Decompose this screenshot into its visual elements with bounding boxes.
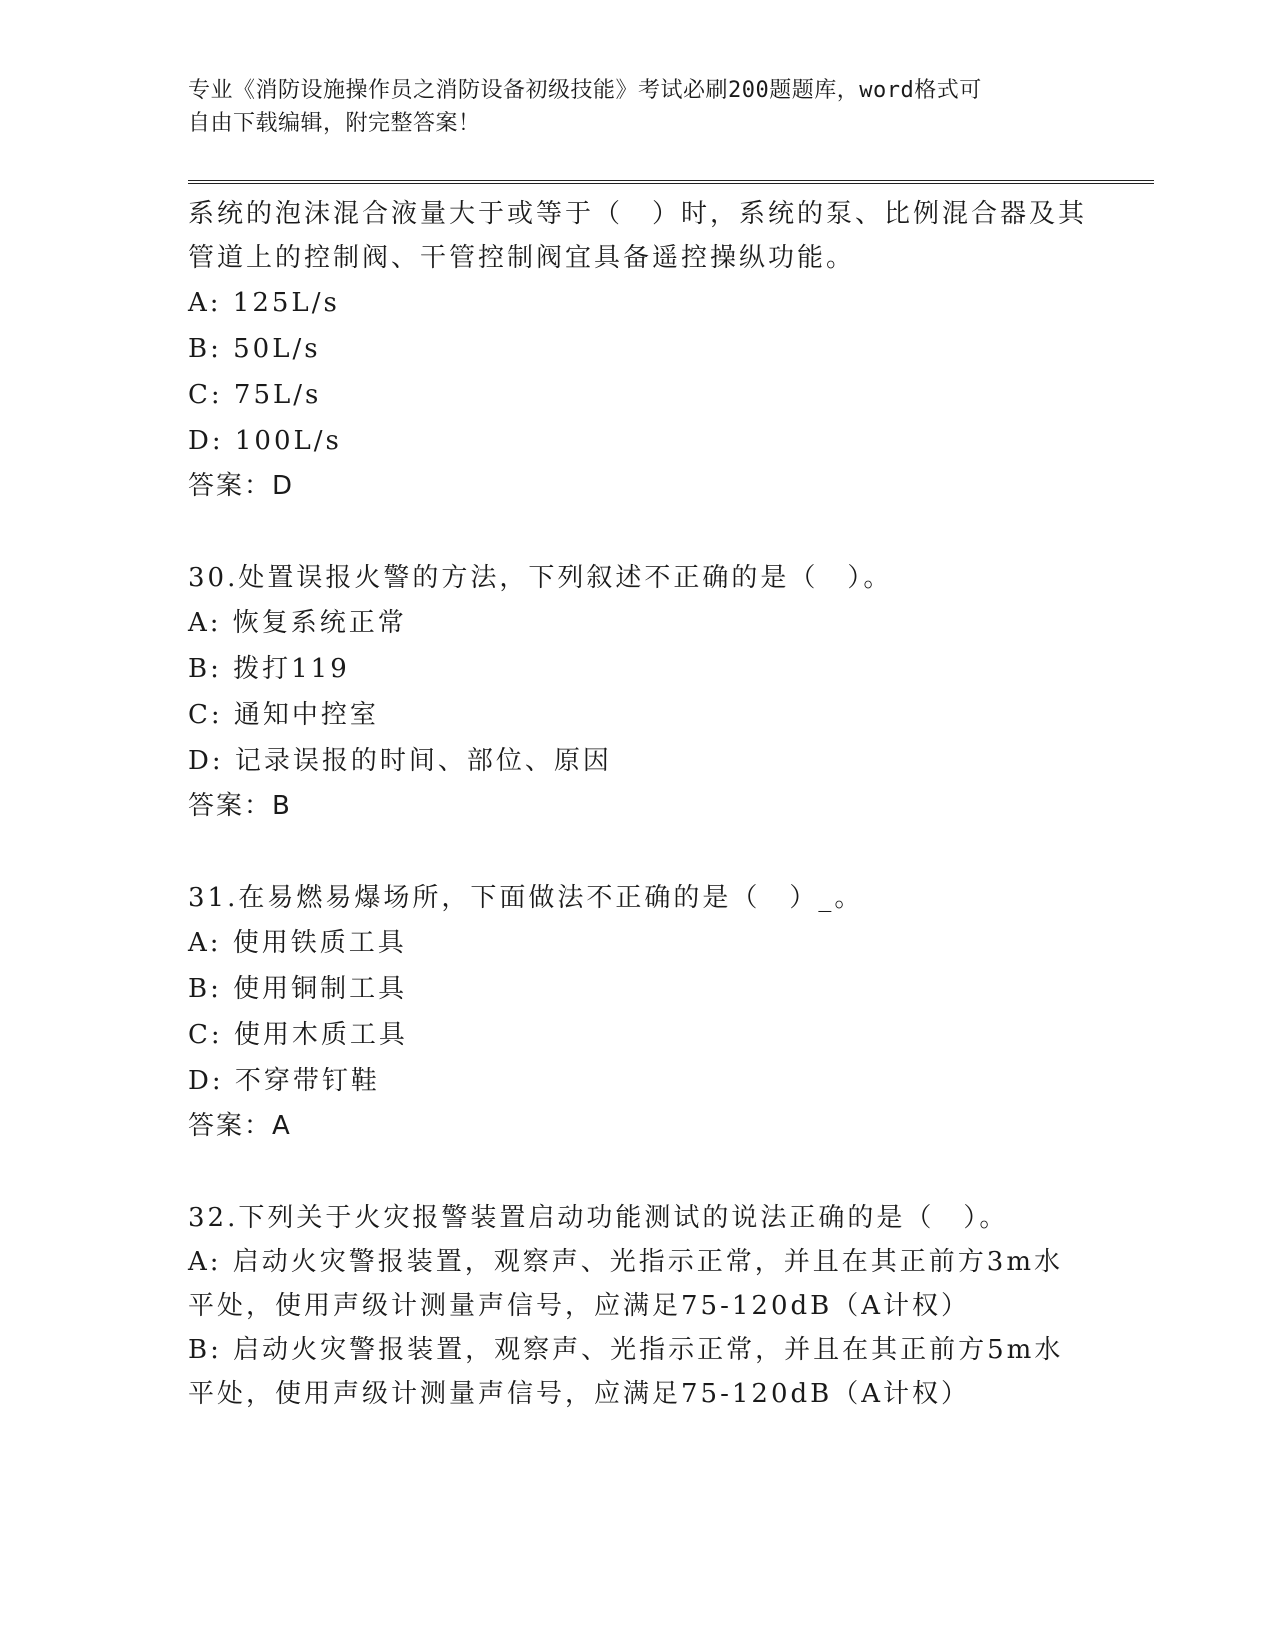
- spacer: [188, 508, 1088, 556]
- question-32: [188, 1196, 1088, 1416]
- option-d: D: 不穿带钉鞋: [188, 1066, 380, 1096]
- document-header: [188, 74, 1068, 140]
- question-list: [188, 192, 1088, 1416]
- option-a: A: 启动火灾警报装置，观察声、光指示正常，并且在其正前方3m水平处，使用声级计测量声信号，应满足75-120dB（A计权）: [188, 1247, 1063, 1321]
- option-a: A: 恢复系统正常: [188, 608, 407, 638]
- header-divider: [188, 180, 1154, 184]
- question-stem: 30.处置误报火警的方法，下列叙述不正确的是（ ）。: [188, 563, 893, 593]
- option-d: D: 记录误报的时间、部位、原因: [188, 746, 612, 776]
- option-c: C: 使用木质工具: [188, 1020, 408, 1050]
- question-stem: 32.下列关于火灾报警装置启动功能测试的说法正确的是（ ）。: [188, 1203, 1009, 1233]
- answer-text: 答案：D: [188, 471, 295, 501]
- header-line-1: 专业《消防设施操作员之消防设备初级技能》考试必刷200题题库，word格式可: [188, 78, 982, 103]
- question-29: [188, 192, 1088, 508]
- spacer: [188, 1148, 1088, 1196]
- option-d: D: 100L/s: [188, 426, 342, 456]
- option-c: C: 75L/s: [188, 380, 322, 410]
- option-b: B: 拨打119: [188, 654, 350, 684]
- option-b: B: 启动火灾警报装置，观察声、光指示正常，并且在其正前方5m水平处，使用声级计测量声信号，应满足75-120dB（A计权）: [188, 1335, 1064, 1409]
- option-c: C: 通知中控室: [188, 700, 379, 730]
- question-stem: 系统的泡沫混合液量大于或等于（ ）时，系统的泵、比例混合器及其管道上的控制阀、干管控制阀宜具备遥控操纵功能。: [188, 199, 1088, 273]
- answer-text: 答案：B: [188, 791, 292, 821]
- option-a: A: 使用铁质工具: [188, 928, 407, 958]
- option-b: B: 50L/s: [188, 334, 321, 364]
- header-line-2: 自由下载编辑，附完整答案！: [188, 111, 481, 136]
- question-stem: 31.在易燃易爆场所，下面做法不正确的是（ ）_。: [188, 883, 864, 913]
- option-b: B: 使用铜制工具: [188, 974, 408, 1004]
- answer-text: 答案：A: [188, 1111, 292, 1141]
- question-30: [188, 556, 1088, 828]
- question-31: [188, 876, 1088, 1148]
- option-a: A: 125L/s: [188, 288, 340, 318]
- spacer: [188, 828, 1088, 876]
